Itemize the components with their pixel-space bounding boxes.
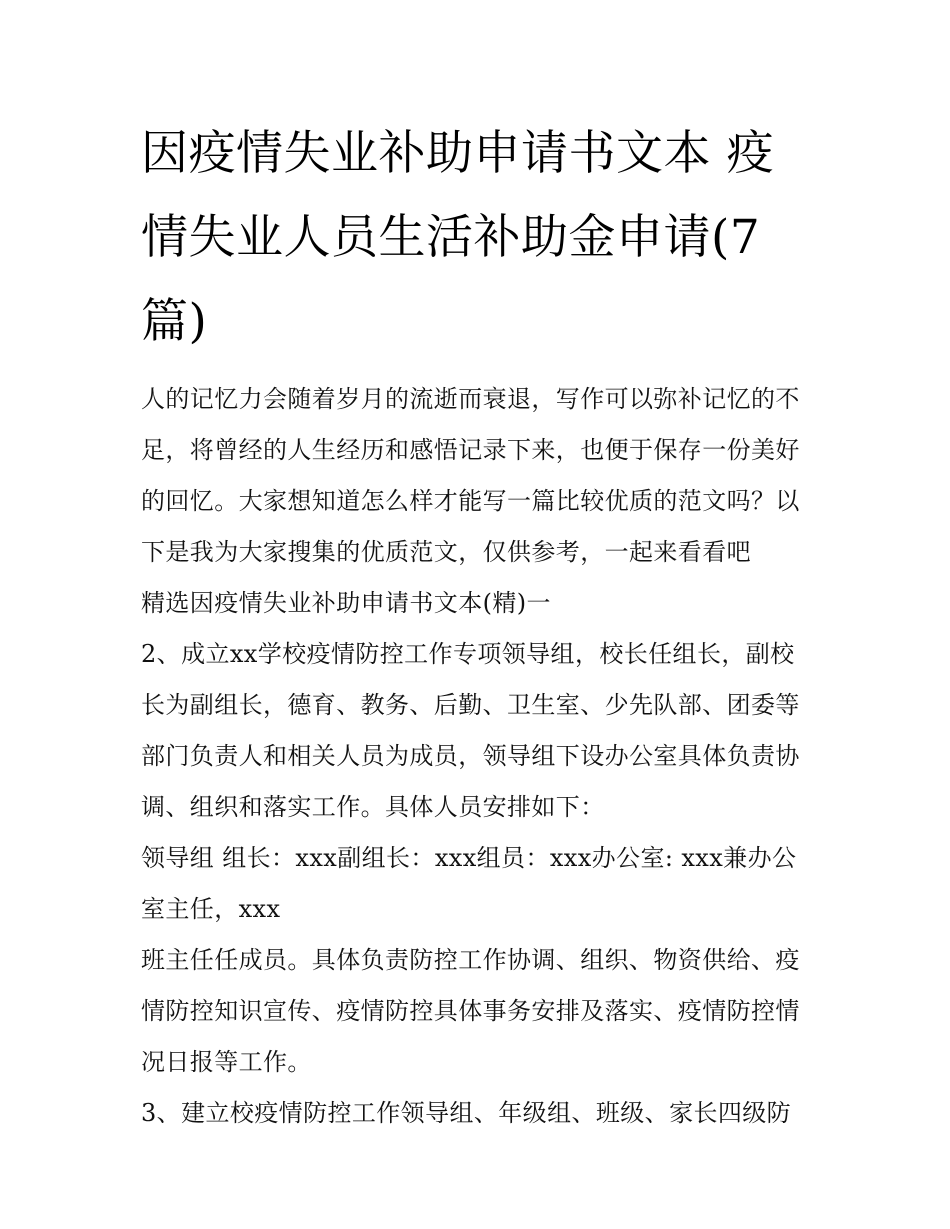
paragraph-members: 班主任任成员。具体负责防控工作协调、组织、物资供给、疫情防控知识宣传、疫情防控具体事务安排及落实、疫情防控情况日报等工作。 [141,946,800,1076]
paragraph-item-2: 2、成立xx学校疫情防控工作专项领导组，校长任组长，副校长为副组长，德育、教务、后勤、卫生室、少先队部、团委等部门负责人和相关人员为成员，领导组下设办公室具体负责协调、组织和落实工作。具体人员安排如下： [141,640,800,821]
document-title: 因疫情失业补助申请书文本 疫情失业人员生活补助金申请(7篇) [141,126,774,349]
paragraph-leadership-list: 领导组 组长：xxx副组长：xxx组员：xxx办公室: xxx兼办公室主任，xxx [141,844,797,923]
intro-paragraph: 人的记忆力会随着岁月的流逝而衰退，写作可以弥补记忆的不足，将曾经的人生经历和感悟记录下来，也便于保存一份美好的回忆。大家想知道怎么样才能写一篇比较优质的范文吗？以下是我为大家搜集的优质范文，仅供参考，一起来看看吧 [141,385,800,566]
document-body [141,374,813,1139]
section-heading: 精选因疫情失业补助申请书文本(精)一 [141,589,551,617]
paragraph-item-3: 3、建立校疫情防控工作领导组、年级组、班级、家长四级防 [141,1099,792,1127]
document-page [141,112,813,1139]
